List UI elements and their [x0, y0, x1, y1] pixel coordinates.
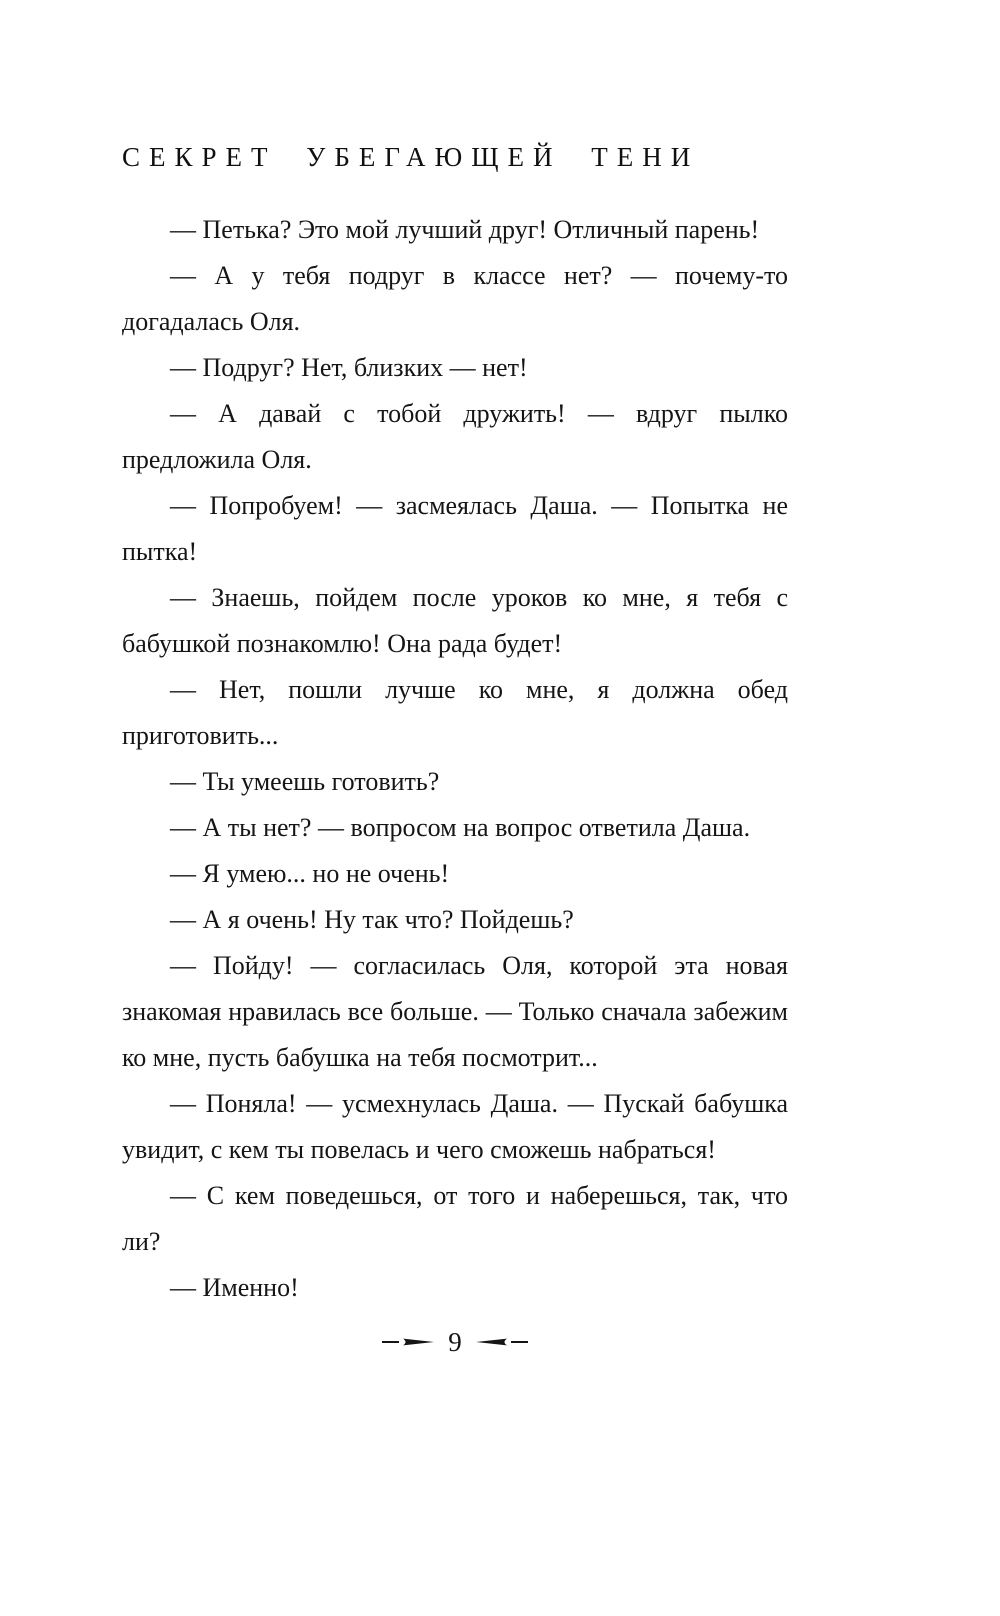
page-footer — [122, 1327, 788, 1357]
paragraph: — Попробуем! — засмеялась Даша. — Попытка не пытка! — [122, 491, 788, 566]
paragraph: — Знаешь, пойдем после уроков ко мне, я тебя с бабушкой познакомлю! Она рада будет! — [122, 583, 788, 658]
paragraph: — А ты нет? — вопросом на вопрос ответила Даша. — [170, 813, 751, 842]
paragraph: — Именно! — [170, 1273, 299, 1302]
paragraph: — А у тебя подруг в классе нет? — почему-то догадалась Оля. — [122, 261, 788, 336]
left-ornament-icon — [382, 1336, 434, 1348]
paragraph: — Пойду! — согласилась Оля, которой эта новая знакомая нравилась все больше. — Только сначала забежим ко мне, пусть бабушка на тебя посмотрит... — [122, 951, 788, 1072]
paragraph: — А я очень! Ну так что? Пойдешь? — [170, 905, 574, 934]
paragraph: — Нет, пошли лучше ко мне, я должна обед приготовить... — [122, 675, 788, 750]
paragraph: — Петька? Это мой лучший друг! Отличный парень! — [170, 215, 760, 244]
page-number: 9 — [448, 1327, 462, 1357]
paragraph: — Ты умеешь готовить? — [170, 767, 440, 796]
paragraph: — Поняла! — усмехнулась Даша. — Пускай бабушка увидит, с кем ты повелась и чего сможешь набраться! — [122, 1089, 788, 1164]
running-head-title: СЕКРЕТ УБЕГАЮЩЕЙ ТЕНИ — [122, 142, 700, 172]
right-ornament-icon — [476, 1336, 528, 1348]
paragraph: — Я умею... но не очень! — [170, 859, 450, 888]
page-body-text — [122, 207, 788, 1311]
paragraph: — Подруг? Нет, близких — нет! — [170, 353, 528, 382]
paragraph: — А давай с тобой дружить! — вдруг пылко предложила Оля. — [122, 399, 788, 474]
paragraph: — С кем поведешься, от того и наберешься, так, что ли? — [122, 1181, 788, 1256]
